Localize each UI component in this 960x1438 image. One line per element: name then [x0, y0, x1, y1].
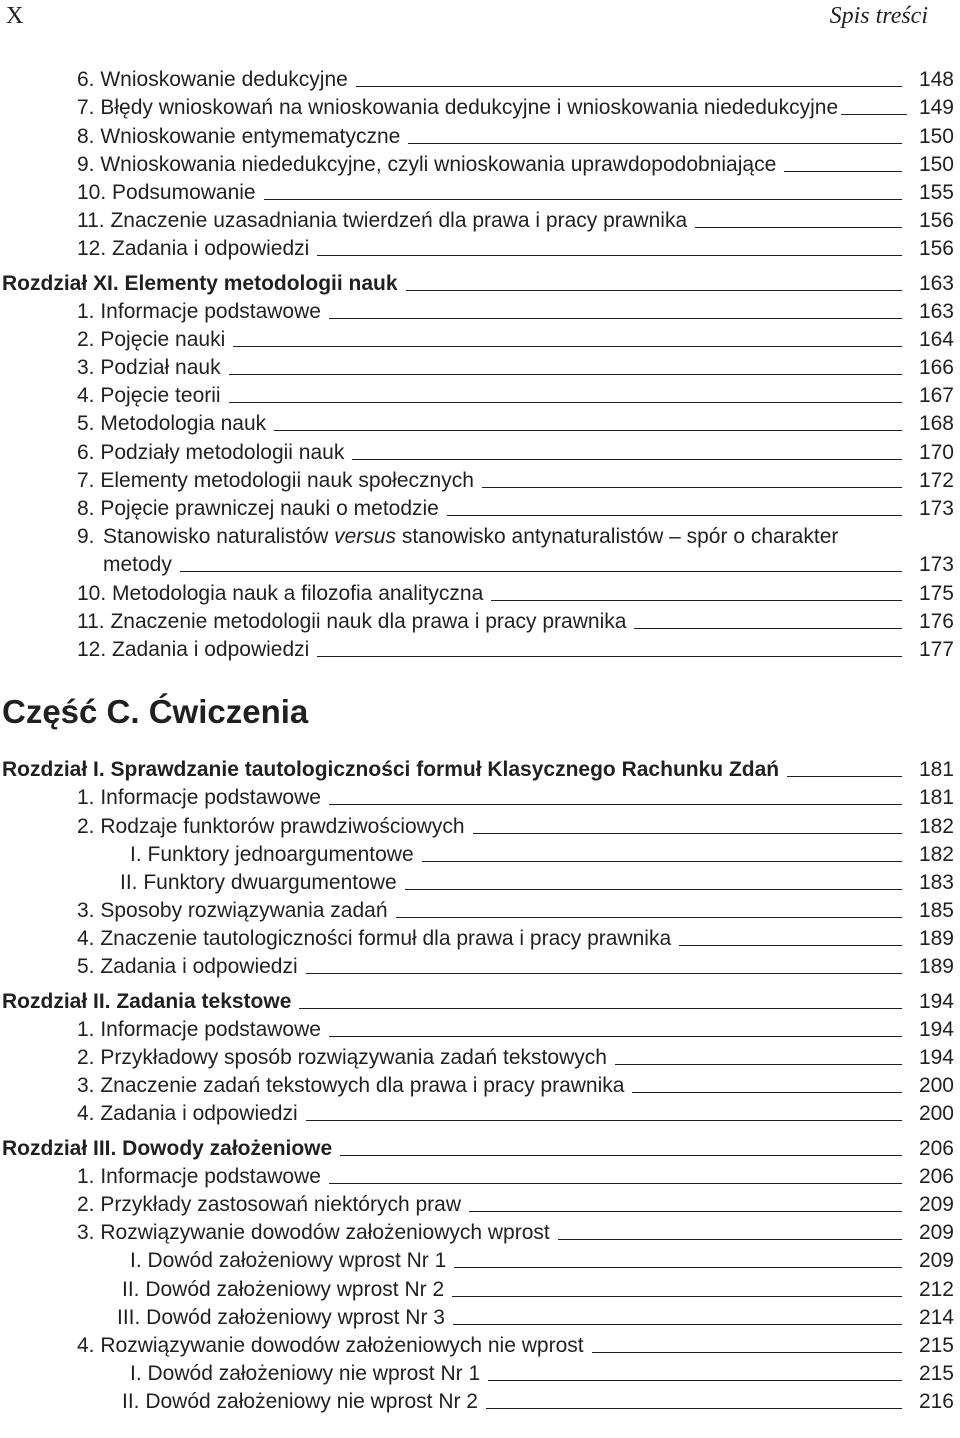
toc-entry[interactable] [0, 465, 960, 493]
toc-entry-page: 172 [918, 468, 954, 492]
toc-entry-label: 12. Zadania i odpowiedzi [77, 237, 310, 261]
toc-entry-page: 215 [918, 1362, 954, 1386]
toc-entry[interactable] [0, 923, 960, 951]
dot-leader [180, 571, 902, 572]
toc-entry-page: 156 [918, 237, 954, 261]
toc-entry-label: 11. Znaczenie uzasadniania twierdzeń dla prawa i pracy prawnika [77, 209, 688, 233]
toc-entry-page: 155 [918, 180, 954, 204]
toc-entry-page: 181 [918, 758, 954, 782]
toc-entry-page: 176 [918, 609, 954, 633]
toc-entry[interactable] [0, 64, 960, 92]
toc-entry[interactable] [0, 1014, 960, 1042]
running-header: Spis treści [829, 3, 928, 29]
toc-entry-label: III. Dowód założeniowy wprost Nr 3 [117, 1305, 445, 1329]
toc-subentry[interactable] [0, 1302, 960, 1330]
chapter-heading[interactable] [0, 985, 960, 1013]
toc-entry-multiline[interactable] [0, 521, 960, 549]
dot-leader [264, 199, 902, 200]
toc-entry-label: 6. Wnioskowanie dedukcyjne [77, 68, 348, 92]
table-of-contents [0, 64, 960, 1414]
dot-leader [615, 1064, 902, 1065]
toc-entry-label: 3. Sposoby rozwiązywania zadań [77, 899, 388, 923]
toc-entry[interactable] [0, 951, 960, 979]
toc-entry[interactable] [0, 895, 960, 923]
dot-leader [356, 86, 902, 87]
dot-leader [406, 290, 902, 291]
toc-entry-page: 209 [918, 1221, 954, 1245]
toc-entry-label: 1. Informacje podstawowe [77, 1017, 321, 1041]
dot-leader [447, 515, 902, 516]
toc-entry-page: 167 [918, 384, 954, 408]
toc-entry[interactable] [0, 233, 960, 261]
dot-leader [469, 1211, 902, 1212]
toc-entry-label: 10. Metodologia nauk a filozofia analityczna [77, 581, 484, 605]
page-number: X [6, 3, 24, 29]
toc-entry-page: 183 [918, 870, 954, 894]
toc-entry-label: 10. Podsumowanie [77, 180, 256, 204]
toc-entry-page: 173 [918, 553, 954, 577]
dot-leader [473, 833, 902, 834]
dot-leader [841, 114, 907, 115]
toc-subentry[interactable] [0, 1358, 960, 1386]
dot-leader [695, 227, 902, 228]
toc-entry-page: 206 [918, 1136, 954, 1160]
toc-entry[interactable] [0, 436, 960, 464]
toc-entry-label: 4. Znaczenie tautologiczności formuł dla prawa i pracy prawnika [77, 927, 672, 951]
toc-entry-page: 149 [918, 96, 954, 120]
toc-entry-page: 189 [918, 955, 954, 979]
toc-entry-label: 1. Informacje podstawowe [77, 1164, 321, 1188]
toc-entry-label: 1. Informacje podstawowe [77, 786, 321, 810]
toc-entry[interactable] [0, 120, 960, 148]
toc-entry-page: 200 [918, 1102, 954, 1126]
dot-leader [787, 776, 902, 777]
toc-entry[interactable] [0, 493, 960, 521]
toc-entry-page: 216 [918, 1390, 954, 1414]
dot-leader [306, 973, 902, 974]
dot-leader [229, 402, 902, 403]
dot-leader [784, 171, 902, 172]
dot-leader [340, 1155, 902, 1156]
chapter-title: Rozdział III. Dowody założeniowe [2, 1136, 333, 1160]
dot-leader [396, 917, 902, 918]
toc-entry-label: 9. Wnioskowania niededukcyjne, czyli wnioskowania uprawdopodobniające [77, 152, 777, 176]
toc-entry-label [103, 525, 838, 549]
toc-entry-label: 5. Zadania i odpowiedzi [77, 955, 298, 979]
toc-entry-page: 194 [918, 1017, 954, 1041]
toc-entry-label: 8. Pojęcie prawniczej nauki o metodzie [77, 497, 439, 520]
dot-leader [405, 889, 902, 890]
toc-subentry[interactable] [0, 1386, 960, 1414]
toc-entry-label: 7. Elementy metodologii nauk społecznych [77, 468, 474, 492]
dot-leader [317, 656, 902, 657]
part-heading: Część C. Ćwiczenia [2, 692, 309, 730]
toc-entry-label: 3. Podział nauk [77, 356, 221, 380]
toc-entry[interactable] [0, 205, 960, 233]
toc-entry-page: 150 [918, 152, 954, 176]
dot-leader [306, 1120, 902, 1121]
dot-leader [482, 487, 902, 488]
toc-entry[interactable] [0, 1098, 960, 1126]
toc-entry[interactable] [0, 577, 960, 605]
toc-entry-page: 209 [918, 1249, 954, 1273]
toc-entry-page: 194 [918, 989, 954, 1013]
toc-entry-label: I. Dowód założeniowy nie wprost Nr 1 [130, 1362, 481, 1386]
dot-leader [488, 1380, 902, 1381]
toc-entry-label: 4. Rozwiązywanie dowodów założeniowych nie wprost [77, 1333, 584, 1357]
toc-subentry[interactable] [0, 1245, 960, 1273]
toc-entry-label: 1. Informacje podstawowe [77, 299, 321, 323]
toc-entry-page: 212 [918, 1277, 954, 1301]
dot-leader [317, 255, 902, 256]
label-part: Stanowisko naturalistów [103, 525, 335, 549]
label-italic: versus [334, 525, 396, 549]
toc-entry-page: 185 [918, 899, 954, 923]
toc-entry-page: 150 [918, 124, 954, 148]
dot-leader [453, 1324, 902, 1325]
chapter-heading[interactable] [0, 754, 960, 782]
toc-entry-label: I. Funktory jednoargumentowe [130, 842, 414, 866]
toc-entry[interactable] [0, 1042, 960, 1070]
toc-entry-number: 9. [77, 525, 95, 549]
toc-entry-page: 168 [918, 412, 954, 436]
toc-entry[interactable] [0, 810, 960, 838]
toc-entry-label: 4. Pojęcie teorii [77, 384, 221, 408]
dot-leader [329, 318, 902, 319]
dot-leader [329, 1036, 902, 1037]
toc-entry[interactable] [0, 782, 960, 810]
toc-subentry[interactable] [0, 867, 960, 895]
dot-leader [632, 1092, 902, 1093]
toc-entry[interactable] [0, 1161, 960, 1189]
toc-entry-page: 209 [918, 1192, 954, 1216]
toc-entry-page: 206 [918, 1164, 954, 1188]
toc-entry-label: 11. Znaczenie metodologii nauk dla prawa i pracy prawnika [77, 609, 627, 633]
chapter-title: Rozdział XI. Elementy metodologii nauk [2, 271, 398, 295]
toc-entry-label: 2. Rodzaje funktorów prawdziwościowych [77, 814, 465, 838]
toc-entry[interactable] [0, 149, 960, 177]
toc-entry-page: 181 [918, 786, 954, 810]
toc-entry-page: 182 [918, 814, 954, 838]
toc-entry[interactable] [0, 177, 960, 205]
toc-entry[interactable] [0, 1070, 960, 1098]
toc-entry-label: 7. Błędy wnioskowań na wnioskowania dedukcyjne i wnioskowania niededukcyjne [77, 96, 839, 120]
toc-entry-page: 177 [918, 637, 954, 661]
toc-entry[interactable] [0, 1189, 960, 1217]
dot-leader [592, 1352, 902, 1353]
toc-entry-page: 214 [918, 1305, 954, 1329]
toc-entry[interactable] [0, 296, 960, 324]
toc-entry[interactable] [0, 380, 960, 408]
toc-entry-label: 4. Zadania i odpowiedzi [77, 1102, 298, 1126]
dot-leader [422, 861, 902, 862]
toc-entry-page: 164 [918, 327, 954, 351]
toc-subentry[interactable] [0, 1273, 960, 1301]
toc-entry-page: 170 [918, 440, 954, 464]
dot-leader [634, 628, 902, 629]
toc-entry[interactable] [0, 352, 960, 380]
toc-entry-page: 182 [918, 842, 954, 866]
toc-entry-page: 189 [918, 927, 954, 951]
dot-leader [352, 459, 902, 460]
dot-leader [329, 804, 902, 805]
dot-leader [299, 1008, 902, 1009]
dot-leader [454, 1267, 902, 1268]
toc-entry-label: 2. Pojęcie nauki [77, 327, 226, 351]
toc-entry-label: 5. Metodologia nauk [77, 412, 267, 436]
toc-entry-label: 12. Zadania i odpowiedzi [77, 637, 310, 661]
toc-entry-label: 2. Przykładowy sposób rozwiązywania zadań tekstowych [77, 1046, 607, 1069]
chapter-heading[interactable] [0, 1132, 960, 1160]
label-part: stanowisko antynaturalistów – spór o charakter [395, 525, 839, 549]
dot-leader [233, 346, 902, 347]
toc-entry-label: II. Dowód założeniowy nie wprost Nr 2 [122, 1390, 478, 1414]
toc-entry-page: 194 [918, 1046, 954, 1069]
toc-entry-label: I. Dowód założeniowy wprost Nr 1 [130, 1249, 447, 1273]
toc-entry-page: 175 [918, 581, 954, 605]
toc-entry-label: 3. Znaczenie zadań tekstowych dla prawa i pracy prawnika [77, 1074, 625, 1098]
chapter-title: Rozdział I. Sprawdzanie tautologiczności formuł Klasycznego Rachunku Zdań [2, 758, 780, 782]
dot-leader [408, 143, 902, 144]
toc-entry[interactable] [0, 606, 960, 634]
toc-entry[interactable] [0, 92, 960, 120]
dot-leader [452, 1296, 902, 1297]
toc-entry-page: 166 [918, 356, 954, 380]
toc-entry-label: 6. Podziały metodologii nauk [77, 440, 345, 464]
toc-entry-label: 8. Wnioskowanie entymematyczne [77, 124, 401, 148]
toc-entry[interactable] [0, 324, 960, 352]
toc-entry-page: 173 [918, 497, 954, 520]
toc-entry[interactable] [0, 634, 960, 662]
toc-subentry[interactable] [0, 839, 960, 867]
toc-entry[interactable] [0, 1330, 960, 1358]
toc-entry-label: 2. Przykłady zastosowań niektórych praw [77, 1192, 461, 1216]
dot-leader [486, 1408, 902, 1409]
chapter-heading[interactable] [0, 267, 960, 295]
toc-entry[interactable] [0, 408, 960, 436]
toc-entry-page: 200 [918, 1074, 954, 1098]
toc-entry-label: II. Dowód założeniowy wprost Nr 2 [122, 1277, 445, 1301]
toc-entry-label: 3. Rozwiązywanie dowodów założeniowych wprost [77, 1221, 550, 1245]
toc-entry[interactable] [0, 1217, 960, 1245]
dot-leader [274, 430, 902, 431]
dot-leader [491, 600, 902, 601]
dot-leader [679, 945, 902, 946]
dot-leader [229, 374, 902, 375]
toc-entry-page: 148 [918, 68, 954, 92]
chapter-title: Rozdział II. Zadania tekstowe [2, 989, 292, 1013]
toc-entry-page: 156 [918, 209, 954, 233]
toc-entry-page: 163 [918, 271, 954, 295]
toc-entry-continuation[interactable] [0, 549, 960, 577]
toc-entry-page: 215 [918, 1333, 954, 1357]
toc-entry-label: II. Funktory dwuargumentowe [120, 870, 397, 894]
dot-leader [329, 1183, 902, 1184]
toc-entry-page: 163 [918, 299, 954, 323]
toc-entry-label: metody [103, 553, 172, 577]
dot-leader [558, 1239, 902, 1240]
